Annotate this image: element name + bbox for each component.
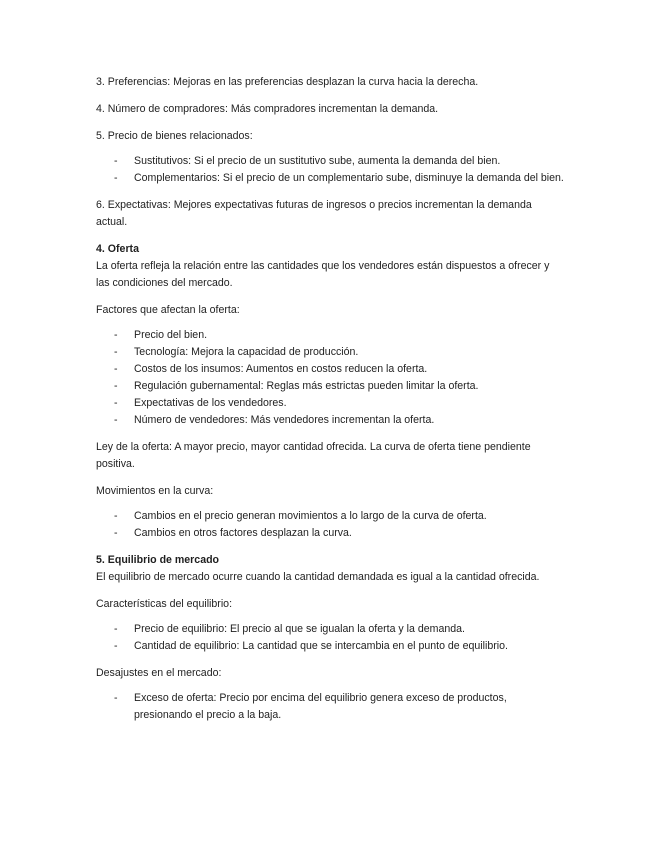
- oferta-factors-list: [96, 327, 565, 429]
- equilibrio-imbalances-label: Desajustes en el mercado:: [96, 667, 222, 679]
- buyers-paragraph: 4. Número de compradores: Más compradores incrementan la demanda.: [96, 103, 439, 115]
- list-item: - Cambios en el precio generan movimientos a lo largo de la curva de oferta.: [96, 508, 565, 525]
- section-heading-oferta: 4. Oferta: [96, 243, 139, 255]
- list-item: - Cambios en otros factores desplazan la curva.: [96, 525, 565, 542]
- section-heading-equilibrio: 5. Equilibrio de mercado: [96, 554, 220, 566]
- equilibrio-imbalances-list: [96, 690, 565, 724]
- list-item: - Regulación gubernamental: Reglas más estrictas pueden limitar la oferta.: [96, 378, 565, 395]
- list-item: - Exceso de oferta: Precio por encima del equilibrio genera exceso de productos, presionando el precio a la baja.: [96, 690, 565, 724]
- list-item: - Sustitutivos: Si el precio de un sustitutivo sube, aumenta la demanda del bien.: [96, 153, 565, 170]
- oferta-intro: La oferta refleja la relación entre las cantidades que los vendedores están dispuestos a ofrecer y las condiciones del mercado.: [96, 260, 550, 289]
- oferta-factors-label: Factores que afectan la oferta:: [96, 304, 240, 316]
- preferences-paragraph: 3. Preferencias: Mejoras en las preferencias desplazan la curva hacia la derecha.: [96, 76, 479, 88]
- list-item: - Precio de equilibrio: El precio al que se igualan la oferta y la demanda.: [96, 621, 565, 638]
- equilibrio-characteristics-list: [96, 621, 565, 655]
- list-item: - Número de vendedores: Más vendedores incrementan la oferta.: [96, 412, 565, 429]
- oferta-movements-list: [96, 508, 565, 542]
- list-item: - Cantidad de equilibrio: La cantidad que se intercambia en el punto de equilibrio.: [96, 638, 565, 655]
- equilibrio-characteristics-label: Características del equilibrio:: [96, 598, 233, 610]
- related-goods-label: 5. Precio de bienes relacionados:: [96, 130, 253, 142]
- expectations-paragraph: 6. Expectativas: Mejores expectativas futuras de ingresos o precios incrementan la demanda actual.: [96, 199, 532, 228]
- list-item: - Complementarios: Si el precio de un complementario sube, disminuye la demanda del bien.: [96, 170, 565, 187]
- equilibrio-intro: El equilibrio de mercado ocurre cuando la cantidad demandada es igual a la cantidad ofrecida.: [96, 571, 540, 583]
- list-item: - Expectativas de los vendedores.: [96, 395, 565, 412]
- list-item: - Costos de los insumos: Aumentos en costos reducen la oferta.: [96, 361, 565, 378]
- related-goods-list: [96, 153, 565, 187]
- oferta-law: Ley de la oferta: A mayor precio, mayor cantidad ofrecida. La curva de oferta tiene pendiente positiva.: [96, 441, 531, 470]
- list-item: - Tecnología: Mejora la capacidad de producción.: [96, 344, 565, 361]
- list-item: - Precio del bien.: [96, 327, 565, 344]
- oferta-movements-label: Movimientos en la curva:: [96, 485, 214, 497]
